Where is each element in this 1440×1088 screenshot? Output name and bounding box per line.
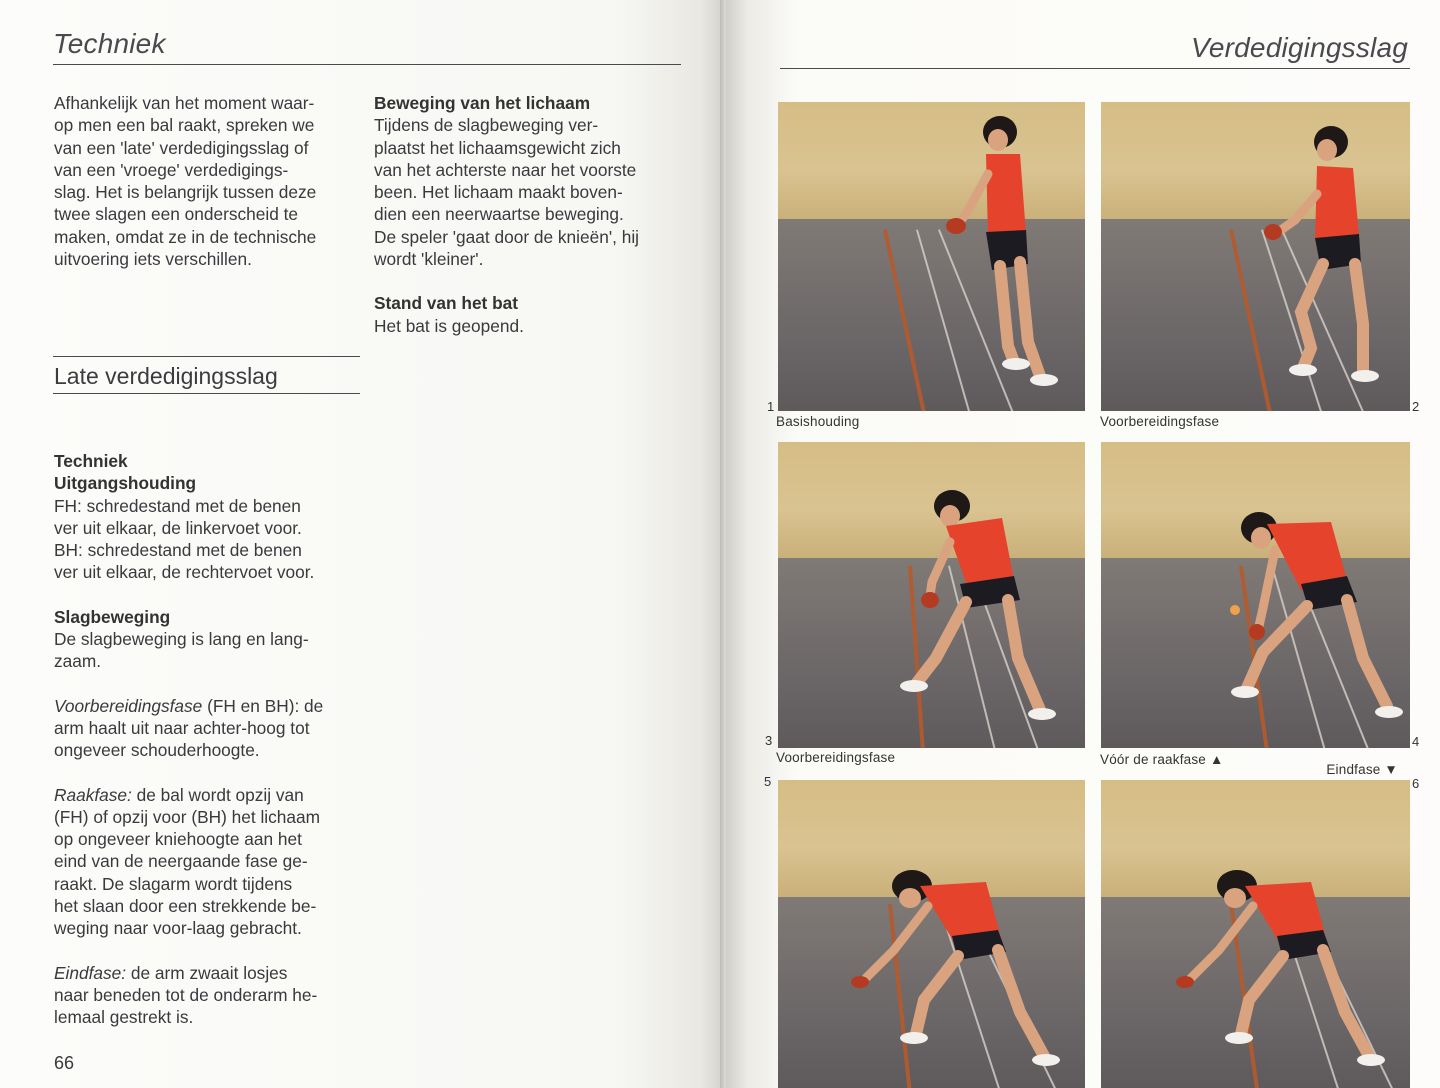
eindfase-label: Eindfase:: [54, 962, 127, 983]
page-number: 66: [54, 1053, 75, 1073]
section-title: Late verdedigingsslag: [54, 363, 278, 389]
photo-6: [1101, 780, 1410, 1088]
voorbereiding-label: Voorbereidingsfase: [54, 695, 203, 716]
heading-slagbeweging: Slagbeweging: [54, 606, 171, 627]
caption-1: Basishouding: [776, 414, 860, 429]
player-figure-4: [1197, 508, 1407, 738]
right-page: [726, 0, 1440, 1088]
photo-1: [778, 102, 1085, 411]
figure-number-1: 1: [767, 399, 775, 414]
figure-number-4: 4: [1412, 734, 1420, 749]
heading-uitgangshouding: Uitgangshouding: [54, 473, 197, 494]
right-running-head: Verdedigingsslag: [1191, 32, 1408, 63]
intro-column: [54, 92, 364, 270]
technique-column: [54, 450, 374, 1029]
player-figure-5: [848, 870, 1078, 1088]
player-figure-6: [1171, 870, 1401, 1088]
section-top-rule: [53, 356, 360, 357]
player-figure-3: [890, 488, 1080, 738]
caption-2: Voorbereidingsfase: [1100, 414, 1220, 429]
figure-number-2: 2: [1412, 399, 1420, 414]
heading-stand-bat: Stand van het bat: [374, 293, 519, 314]
caption-6: Eindfase ▼: [1326, 762, 1398, 777]
photo-5: [778, 780, 1085, 1088]
stand-bat-paragraph: Het bat is geopend.: [374, 315, 524, 336]
figure-number-6: 6: [1412, 776, 1420, 791]
caption-3: Voorbereidingsfase: [776, 750, 896, 765]
voorbereiding-text: (FH en BH): de arm haalt uit naar achter-hoog tot ongeveer schouderhoogte.: [54, 695, 324, 761]
right-head-rule: [780, 68, 1410, 69]
raakfase-label: Raakfase:: [54, 784, 132, 805]
figure-number-5: 5: [764, 774, 772, 789]
photo-4: [1101, 442, 1410, 748]
right-text-column: [374, 92, 694, 337]
uitgangshouding-paragraph: FH: schredestand met de benen ver uit elkaar, de linkervoet voor. BH: schredestand met de benen ver uit elkaar, de rechtervoet voor.: [54, 495, 315, 583]
slagbeweging-paragraph: De slagbeweging is lang en lang- zaam.: [54, 629, 309, 672]
player-figure-1: [928, 114, 1068, 394]
raakfase-text: de bal wordt opzij van (FH) of opzij voor (BH) het lichaam op ongeveer kniehoogte aan het eind van de neergaande fase ge- raakt. De slagarm wordt tijdens het slaan door een strekkende be- weging naar voor-laag gebracht.: [54, 784, 321, 939]
photo-2: [1101, 102, 1410, 411]
intro-paragraph: Afhankelijk van het moment waar- op men een bal raakt, spreken we van een 'late' verdedigingsslag of van een 'vroege' verdedigings- slag. Het is belangrijk tussen deze twee slagen een onderscheid te maken, omdat ze in de technische uitvoering iets verschillen.: [54, 93, 317, 270]
player-figure-2: [1259, 124, 1399, 404]
voorbereiding-paragraph: [54, 695, 374, 762]
heading-techniek: Techniek: [54, 451, 128, 471]
section-bottom-rule: [53, 393, 360, 394]
figure-number-3: 3: [765, 733, 773, 748]
heading-beweging: Beweging van het lichaam: [374, 93, 591, 113]
eindfase-text: de arm zwaait losjes naar beneden tot de onderarm he- lemaal gestrekt is.: [54, 962, 318, 1028]
raakfase-paragraph: [54, 784, 374, 940]
left-head-rule: [53, 64, 681, 65]
caption-4: Vóór de raakfase ▲: [1100, 752, 1224, 767]
eindfase-paragraph: [54, 962, 374, 1029]
left-running-head: Techniek: [53, 28, 166, 59]
photo-3: [778, 442, 1085, 748]
beweging-paragraph: Tijdens de slagbeweging ver- plaatst het lichaamsgewicht zich van het achterste naar het voorste been. Het lichaam maakt boven- dien een neerwaartse beweging. De speler 'gaat door de knieën', hij wordt 'kleiner'.: [374, 115, 640, 270]
